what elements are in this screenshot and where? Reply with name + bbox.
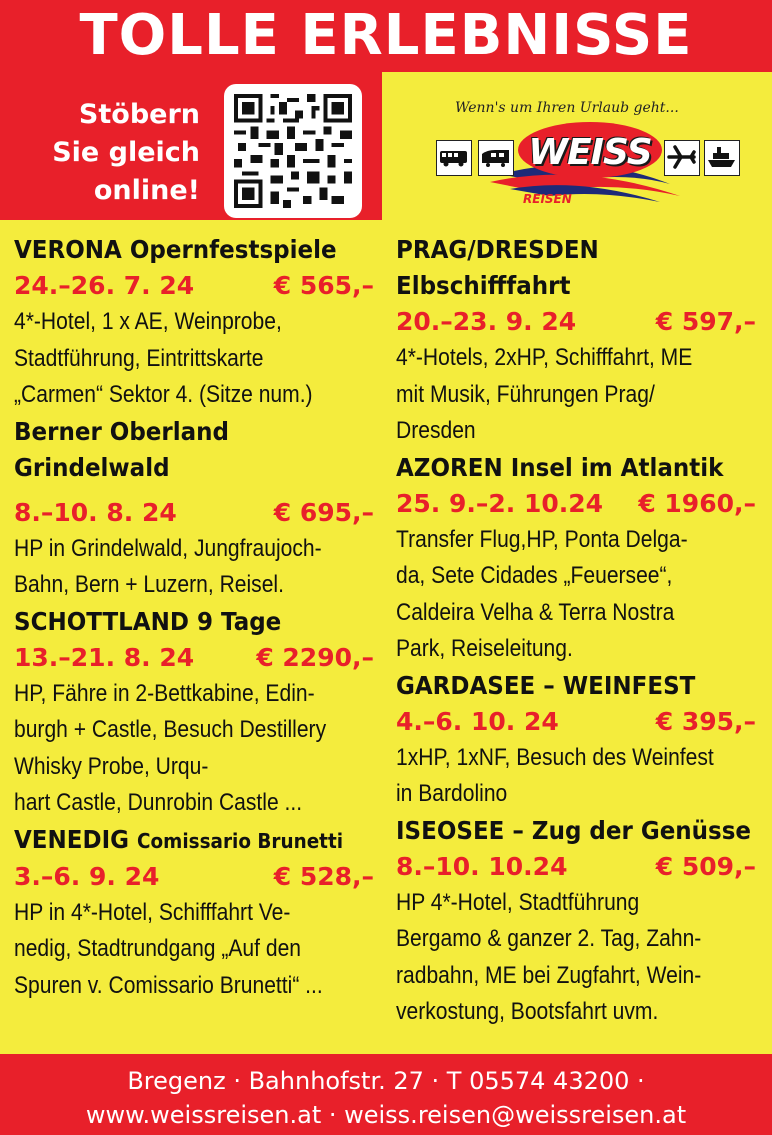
trip-dates: 25. 9.–2. 10.24: [396, 488, 604, 518]
trip-desc-line: in Bardolino: [396, 780, 508, 807]
trip-price-row: [14, 495, 374, 531]
trip-price: € 695,–: [273, 497, 374, 527]
brand-subtitle: REISEN: [523, 192, 572, 206]
trip-venedig: [14, 822, 382, 1005]
trip-dates: 8.–10. 10.24: [396, 851, 568, 881]
trip-price-row: [396, 849, 756, 885]
page-title: TOLLE ERLEBNISSE: [79, 3, 693, 68]
footer-address: Bregenz · Bahnhofstr. 27 · T 05574 43200 ·: [127, 1067, 645, 1095]
trip-price-row: [14, 268, 374, 304]
trip-dates: 3.–6. 9. 24: [14, 861, 160, 891]
trip-desc-line: hart Castle, Dunrobin Castle ...: [14, 789, 303, 816]
trip-desc-line: Dresden: [396, 417, 476, 444]
trip-desc-line: burgh + Castle, Besuch Destillery: [14, 716, 327, 743]
trip-gardasee: [396, 668, 764, 813]
trip-berner-oberland: [14, 414, 382, 604]
trip-title: [14, 822, 353, 859]
trip-desc-line: Bergamo & ganzer 2. Tag, Zahn-: [396, 925, 702, 952]
trip-price: € 565,–: [273, 271, 374, 300]
trip-desc-line: „Carmen“ Sektor 4. (Sitze num.): [14, 381, 313, 408]
trip-price-row: [396, 704, 756, 740]
trip-azoren: [396, 450, 764, 668]
trip-desc-line: HP, Fähre in 2-Bettkabine, Edin-: [14, 679, 315, 707]
trip-title-main: VENEDIG: [14, 824, 129, 854]
trip-iseosee: [396, 813, 764, 1031]
footer-web-email[interactable]: www.weissreisen.at · weiss.reisen@weissreisen.at: [85, 1101, 687, 1129]
trip-desc-line: verkostung, Bootsfahrt uvm.: [396, 998, 659, 1025]
trip-price: € 597,–: [655, 307, 756, 336]
trip-dates: 8.–10. 8. 24: [14, 497, 177, 527]
trip-desc-line: HP in Grindelwald, Jungfraujoch-: [14, 534, 322, 562]
airplane-icon: [664, 140, 700, 176]
trip-desc-line: HP 4*-Hotel, Stadtführung: [396, 888, 640, 916]
promo-text: [30, 96, 200, 210]
bus-icon: [436, 140, 472, 176]
trip-desc-line: nedig, Stadtrundgang „Auf den: [14, 935, 302, 962]
logo-tagline: Wenn's um Ihren Urlaub geht...: [455, 100, 679, 116]
trip-desc-line: da, Sete Cidades „Feuersee“,: [396, 562, 673, 589]
trip-price: € 2290,–: [256, 642, 374, 672]
trip-desc-line: mit Musik, Führungen Prag/: [396, 380, 655, 408]
brand-name: WEISS: [528, 132, 652, 173]
train-icon: [478, 140, 514, 176]
trip-desc-line: Spuren v. Comissario Brunetti“ ...: [14, 971, 323, 999]
trip-price-row: [396, 304, 756, 340]
trip-title: ISEOSEE – Zug der Genüsse: [396, 815, 752, 845]
trip-title: AZOREN Insel im Atlantik: [396, 452, 724, 482]
trip-price: € 509,–: [655, 851, 756, 881]
ship-icon: [704, 140, 740, 176]
promo-line: online!: [93, 175, 200, 206]
qr-code-icon: [234, 94, 352, 208]
trip-desc-line: Park, Reiseleitung.: [396, 635, 573, 662]
brand-mark: [525, 128, 675, 184]
trip-desc-line: Whisky Probe, Urqu-: [14, 752, 209, 780]
promo-line: Sie gleich: [52, 137, 200, 168]
trip-price: € 395,–: [655, 706, 756, 736]
trip-desc-line: radbahn, ME bei Zugfahrt, Wein-: [396, 961, 702, 989]
footer-contact: [0, 1054, 772, 1135]
trip-prag-dresden: [396, 232, 764, 450]
trip-title: GARDASEE – WEINFEST: [396, 670, 696, 700]
trip-verona: [14, 232, 382, 414]
trip-dates: 20.–23. 9. 24: [396, 307, 577, 336]
trip-price-row: [396, 486, 756, 522]
promo-line: Stöbern: [78, 99, 200, 130]
trip-price: € 1960,–: [638, 488, 756, 518]
trip-desc-line: 1xHP, 1xNF, Besuch des Weinfest: [396, 743, 714, 771]
trips-right-column: [396, 232, 764, 1031]
trip-title: VERONA Opernfestspiele: [14, 235, 337, 264]
trip-title-sub: Comissario Brunetti: [137, 828, 344, 853]
trip-title-line2: Grindelwald: [14, 452, 170, 482]
trip-price: € 528,–: [273, 861, 374, 891]
trip-title-line2: Elbschifffahrt: [396, 271, 571, 300]
trip-desc-line: HP in 4*-Hotel, Schifffahrt Ve-: [14, 898, 291, 926]
trip-dates: 13.–21. 8. 24: [14, 642, 195, 672]
trip-desc-line: Bahn, Bern + Luzern, Reisel.: [14, 571, 284, 598]
trip-title: Berner Oberland: [14, 416, 230, 446]
trip-dates: 4.–6. 10. 24: [396, 706, 559, 736]
trip-price-row: [14, 640, 374, 676]
trip-desc-line: Caldeira Velha & Terra Nostra: [396, 598, 675, 626]
trip-dates: 24.–26. 7. 24: [14, 271, 195, 300]
trip-desc-line: Transfer Flug,HP, Ponta Delga-: [396, 525, 688, 553]
qr-code[interactable]: [224, 84, 362, 218]
trip-price-row: [14, 859, 374, 895]
trip-desc-line: 4*-Hotels, 2xHP, Schifffahrt, ME: [396, 344, 693, 371]
trip-title: SCHOTTLAND 9 Tage: [14, 606, 282, 636]
trip-desc-line: Stadtführung, Eintrittskarte: [14, 344, 264, 372]
trip-schottland: [14, 604, 382, 822]
trip-title: PRAG/DRESDEN: [396, 235, 599, 264]
trips-left-column: [14, 232, 382, 1004]
trip-desc-line: 4*-Hotel, 1 x AE, Weinprobe,: [14, 308, 282, 335]
